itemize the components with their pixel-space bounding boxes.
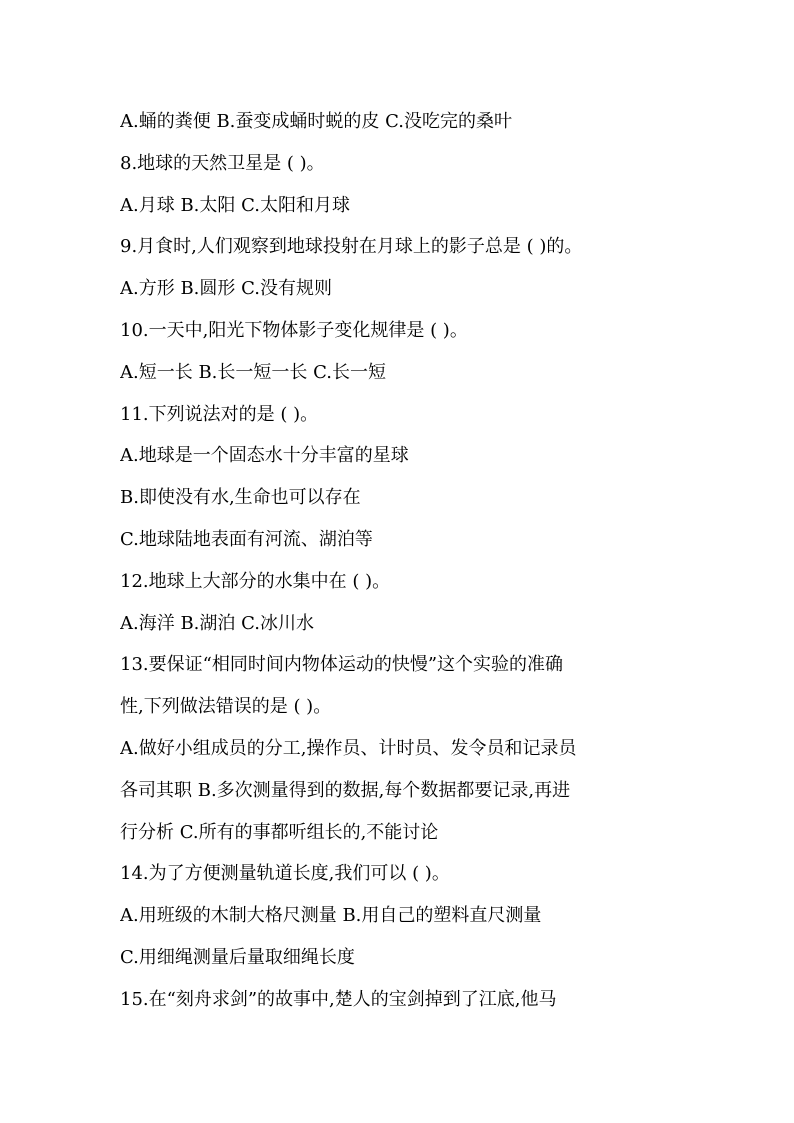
answer-options-q13-line-1: A.做好小组成员的分工,操作员、计时员、发令员和记录员 — [120, 737, 577, 759]
answer-options-q10: A.短一长 B.长一短一长 C.长一短 — [120, 361, 386, 383]
answer-options-q12: A.海洋 B.湖泊 C.冰川水 — [120, 612, 314, 634]
answer-option-q11-a: A.地球是一个固态水十分丰富的星球 — [120, 445, 409, 467]
answer-options-q9: A.方形 B.圆形 C.没有规则 — [120, 278, 332, 300]
answer-options-q13-line-2: 各司其职 B.多次测量得到的数据,每个数据都要记录,再进 — [120, 779, 571, 801]
question-12: 12.地球上大部分的水集中在 ( )。 — [120, 570, 391, 592]
answer-option-q11-b: B.即使没有水,生命也可以存在 — [120, 487, 361, 509]
answer-options-q14-line-1: A.用班级的木制大格尺测量 B.用自己的塑料直尺测量 — [120, 905, 542, 927]
question-14: 14.为了方便测量轨道长度,我们可以 ( )。 — [120, 863, 450, 885]
answer-options-q7: A.蛹的粪便 B.蚕变成蛹时蜕的皮 C.没吃完的桑叶 — [120, 111, 512, 132]
document-body — [120, 101, 680, 1021]
question-9: 9.月食时,人们观察到地球投射在月球上的影子总是 ( )的。 — [120, 236, 583, 258]
question-10: 10.一天中,阳光下物体影子变化规律是 ( )。 — [120, 319, 468, 341]
question-13-line-2: 性,下列做法错误的是 ( )。 — [120, 696, 332, 718]
question-11: 11.下列说法对的是 ( )。 — [120, 403, 319, 425]
answer-options-q14-line-2: C.用细绳测量后量取细绳长度 — [120, 946, 355, 968]
question-15-line-1: 15.在“刻舟求剑”的故事中,楚人的宝剑掉到了江底,他马 — [120, 988, 557, 1010]
question-13-line-1: 13.要保证“相同时间内物体运动的快慢”这个实验的准确 — [120, 654, 564, 676]
question-8: 8.地球的天然卫星是 ( )。 — [120, 152, 325, 174]
answer-options-q13-line-3: 行分析 C.所有的事都听组长的,不能讨论 — [120, 821, 439, 843]
answer-option-q11-c: C.地球陆地表面有河流、湖泊等 — [120, 528, 373, 550]
answer-options-q8: A.月球 B.太阳 C.太阳和月球 — [120, 194, 350, 216]
